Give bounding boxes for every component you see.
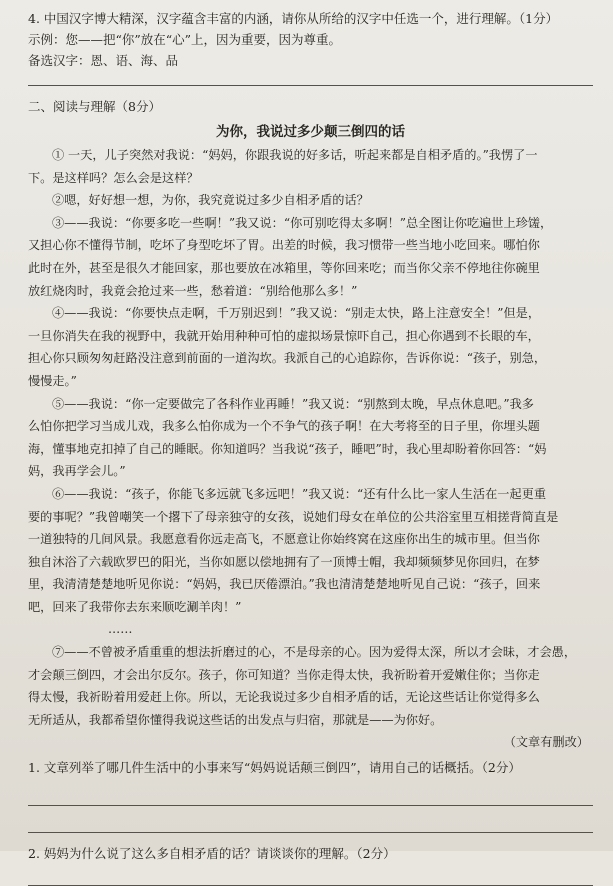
article-line: 要的事呢？”我曾嘲笑一个撂下了母亲独守的女孩，说她们母女在单位的公共浴室里互相搓背简直是 (28, 509, 559, 524)
article-line: ②嗯，好好想一想，为你，我究竟说过多少自相矛盾的话？ (52, 193, 369, 208)
question-4-example: 示例：您——把“你”放在“心”上，因为重要，因为尊重。 (28, 32, 342, 47)
question-4-prompt: 4. 中国汉字博大精深，汉字蕴含丰富的内涵，请你从所给的汉字中任选一个，进行理解。（1分） (28, 11, 559, 26)
article-title: 为你，我说过多少颠三倒四的话 (216, 124, 405, 140)
article-line: ③——我说：“你要多吃一些啊！”我又说：“你可别吃得太多啊！”总全图让你吃遍世上珍馐， (52, 215, 553, 230)
article-line: 一旦你消失在我的视野中，我就开始用种种可怕的虚拟场景惊吓自己，担心你遇到不长眼的车， (28, 328, 540, 343)
question-1-answer-line (28, 779, 593, 806)
article-line: 此时在外，甚至是很久才能回家，那也要放在冰箱里，等你回来吃；而当你父亲不停地往你碗里 (28, 260, 540, 275)
article-line: 得太慢，我祈盼着用爱赶上你。所以，无论我说过多少自相矛盾的话，无论这些话让你觉得多么 (28, 690, 540, 705)
question-2-answer-line (28, 865, 593, 886)
article-body (28, 144, 593, 731)
article-line: 么怕你把学习当成儿戏，我多么怕你成为一个不争气的孩子啊！在大考将至的日子里，你埋头题 (28, 419, 540, 434)
article-line: ① 一天，儿子突然对我说：“妈妈，你跟我说的好多话，听起来都是自相矛盾的。”我愣了一 (52, 148, 538, 162)
article-line: 下。是这样吗？怎么会是这样？ (28, 170, 199, 185)
article-line: 独自沐浴了六载欧罗巴的阳光，当你如愿以偿地拥有了一顶博士帽，我却频频梦见你回归，在梦 (28, 554, 540, 569)
question-1-answer-line (28, 806, 593, 833)
article-line: ⑤——我说：“你一定要做完了各科作业再睡！”我又说：“别熬到太晚，早点休息吧。”我多 (52, 396, 534, 411)
question-1-prompt: 1. 文章列举了哪几件生活中的小事来写“妈妈说话颠三倒四”，请用自己的话概括。（2分） (28, 760, 521, 776)
article-line: 海，懂事地克扣掉了自己的睡眠。你知道吗？当我说“孩子，睡吧”时，我心里却盼着你回答：“妈 (28, 441, 547, 456)
article-line: 一道独特的几间风景。我愿意看你远走高飞，不愿意让你始终窝在这座你出生的城市里。但当你 (28, 532, 540, 547)
article-line: 担心你只顾匆匆赶路没注意到前面的一道沟坎。我派自己的心追踪你，告诉你说：“孩子，别急， (28, 351, 547, 366)
article-line: 无所适从，我都希望你懂得我说这些话的出发点与归宿，那就是——为你好。 (28, 712, 443, 727)
section-heading: 二、阅读与理解（8分） (28, 99, 161, 114)
article-line: 吧，回来了我带你去东来顺吃涮羊肉！” (28, 599, 242, 614)
article-line: ⑦——不曾被矛盾重重的想法折磨过的心，不是母亲的心。因为爱得太深，所以才会昧，才会愚， (52, 645, 577, 660)
question-2-prompt: 2. 妈妈为什么说了这么多自相矛盾的话？请谈谈你的理解。（2分） (28, 846, 396, 862)
article-line: 慢慢走。” (28, 373, 77, 388)
article-line: ④——我说：“你要快点走啊，千万别迟到！”我又说：“别走太快，路上注意安全！”但是， (52, 306, 541, 321)
article-source-note: （文章有删改） (503, 735, 589, 750)
question-4-options: 备选汉字：恩、语、海、品 (28, 53, 179, 68)
article-line: 妈，我再学会儿。” (28, 464, 126, 479)
question-4-answer-line (28, 71, 593, 86)
article-line: 里，我清清楚楚地听见你说：“妈妈，我已厌倦漂泊。”我也清清楚楚地听见自己说：“孩子，回来 (28, 577, 541, 592)
article-line: ⑥——我说：“孩子，你能飞多远就飞多远吧！”我又说：“还有什么比一家人生活在一起更重 (52, 486, 547, 501)
article-line: 才会颠三倒四，才会出尔反尔。孩子，你可知道？当你走得太快，我祈盼着开爱嫩住你；当你走 (28, 667, 540, 682)
article-line: 放红烧肉时，我竟会抢过来一些，愁着道：“别给他那么多！” (28, 283, 358, 298)
article-ellipsis: …… (108, 622, 133, 637)
article-line: 又担心你不懂得节制，吃坏了身型吃坏了胃。出差的时候，我习惯带一些当地小吃回来。哪怕你 (28, 238, 540, 253)
